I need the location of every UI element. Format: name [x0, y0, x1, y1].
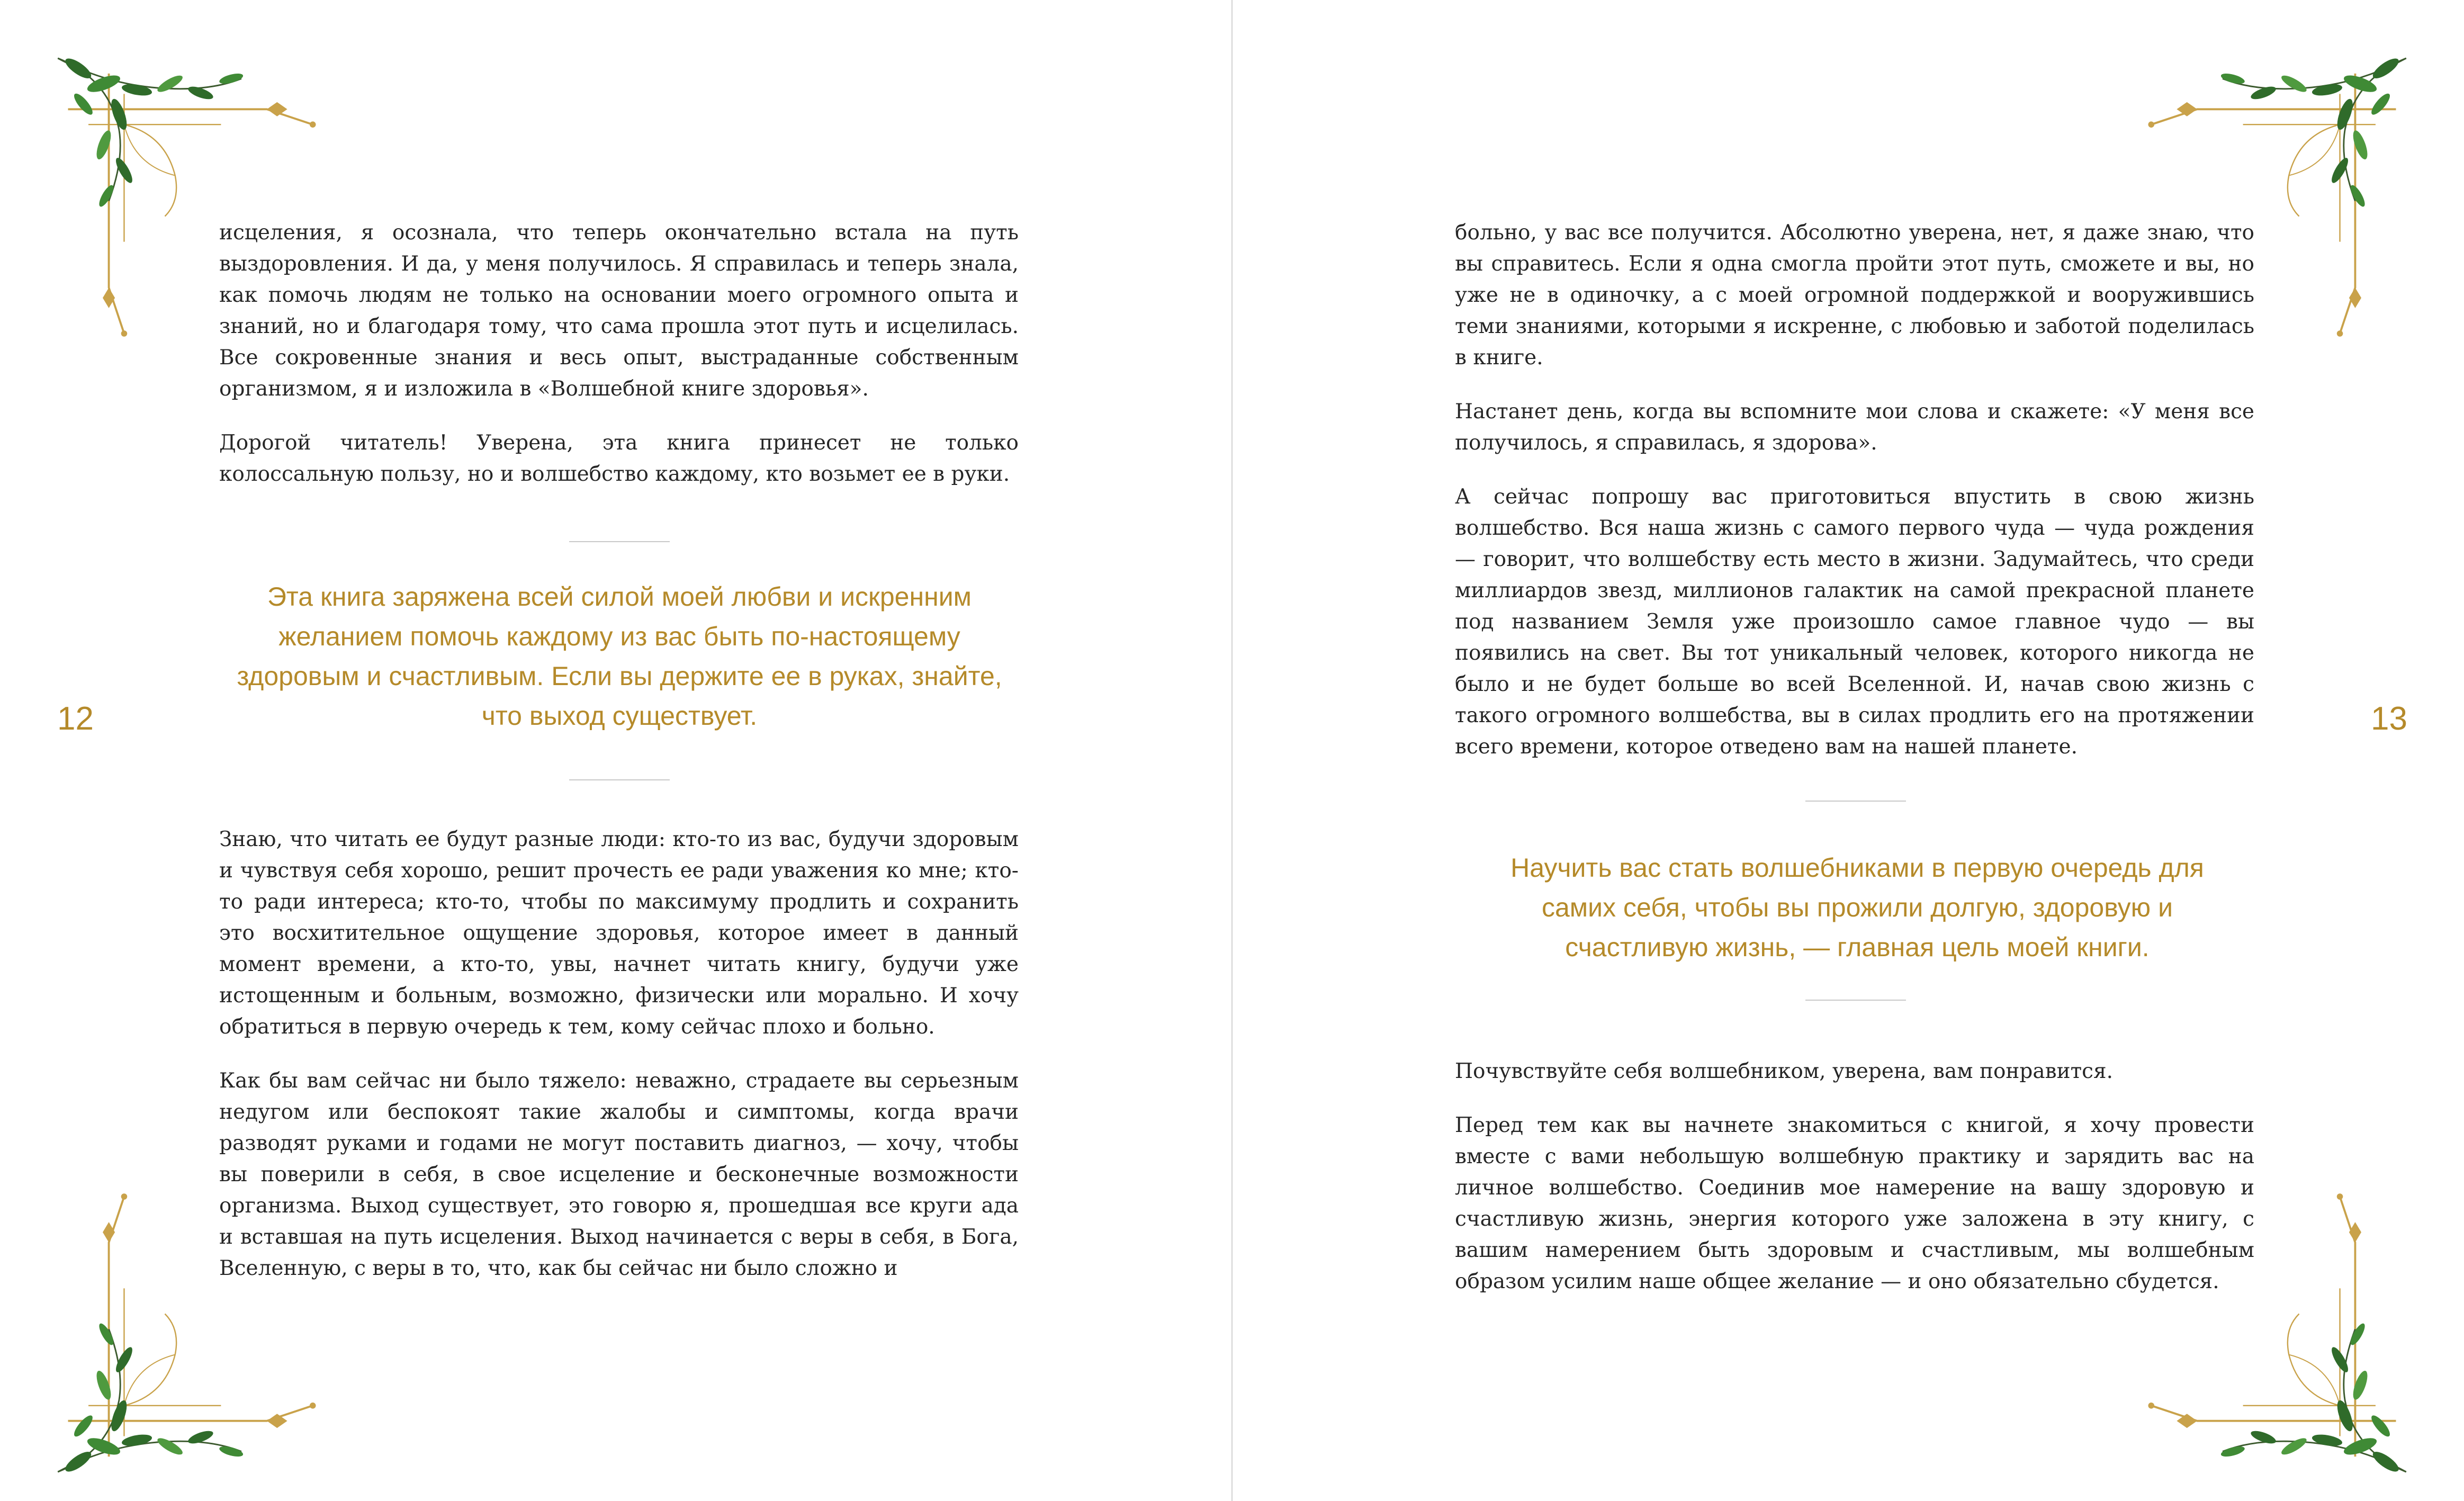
- paragraph: Как бы вам сейчас ни было тяжело: неважно, страдаете вы серьезным недугом или беспокоят такие жалобы и симптомы, когда врачи разводят руками и годами не могут поставить диагноз, — хочу, чтобы вы поверили в себя, в свое исцеление и бесконечные возможности организма. Выход существует, это говорю я, прошедшая все круги ада и вставшая на путь исцеления. Выход начинается с веры в себя, в Бога, Вселенную, с веры в то, что, как бы сейчас ни было сложно и: [219, 1069, 1019, 1280]
- pull-quote: Эта книга заряжена всей силой моей любви и искренним желанием помочь каждому из вас быть по-настоящему здоровым и счастливым. Если вы держите ее в руках, знайте, что выход существует.: [237, 582, 1002, 731]
- paragraph: исцеления, я осознала, что теперь окончательно встала на путь выздоровления. И да, у меня получилось. Я справилась и теперь знала, как помочь людям не только на основании моего огромного опыта и знаний, но и благодаря тому, что сама прошла этот путь и исцелилась. Все сокровенные знания и весь опыт, выстраданные собственным организмом, я и изложила в «Волшебной книге здоровья».: [219, 221, 1019, 401]
- page-number: 13: [2371, 700, 2407, 737]
- divider: [1805, 801, 1906, 802]
- right-page: [1233, 0, 2464, 1501]
- page-number: 12: [57, 700, 94, 737]
- pull-quote: Научить вас стать волшебниками в первую очередь для самих себя, чтобы вы прожили долгую, здоровую и счастливую жизнь, — главная цель моей книги.: [1510, 853, 2204, 962]
- right-body-top: [1455, 217, 2254, 785]
- paragraph: Дорогой читатель! Уверена, эта книга принесет не только колоссальную пользу, но и волшебство каждому, кто возьмет ее в руки.: [219, 431, 1019, 486]
- right-body-bottom: [1455, 1056, 2254, 1320]
- left-body-top: [219, 217, 1019, 513]
- paragraph: Знаю, что читать ее будут разные люди: кто-то из вас, будучи здоровым и чувствуя себя хорошо, решит прочесть ее ради уважения ко мне; кто-то ради интереса; кто-то, чтобы по максимуму продлить и сохранить это восхитительное ощущение здоровья, которое имеет в данный момент времени, а кто-то, увы, начнет читать книгу, будучи уже истощенным и больным, возможно, физически или морально. И хочу обратиться в первую очередь к тем, кому сейчас плохо и больно.: [219, 828, 1019, 1039]
- divider: [569, 779, 670, 780]
- divider: [569, 541, 670, 542]
- left-page: [0, 0, 1231, 1501]
- paragraph: Настанет день, когда вы вспомните мои слова и скажете: «У меня все получилось, я справилась, я здорова».: [1455, 400, 2254, 455]
- paragraph: А сейчас попрошу вас приготовиться впустить в свою жизнь волшебство. Вся наша жизнь с самого первого чуда — чуда рождения — говорит, что волшебству есть место в жизни. Задумайтесь, что среди миллиардов звезд, миллионов галактик на самой прекрасной планете под названием Земля уже произошло самое главное чудо — вы появились на свет. Вы тот уникальный человек, которого никогда не было и не будет больше во всей Вселенной. И, начав свою жизнь с такого огромного волшебства, вы в силах продлить его на протяжении всего времени, которое отведено вам на нашей планете.: [1455, 485, 2254, 759]
- divider: [1805, 1000, 1906, 1001]
- paragraph: больно, у вас все получится. Абсолютно уверена, нет, я даже знаю, что вы справитесь. Если я одна смогла пройти этот путь, сможете и вы, но уже не в одиночку, а с моей огромной поддержкой и вооружившись теми знаниями, которыми я искренне, с любовью и заботой поделилась в книге.: [1455, 221, 2254, 370]
- paragraph: Почувствуйте себя волшебником, уверена, вам понравится.: [1455, 1059, 2114, 1083]
- left-body-bottom: [219, 824, 1019, 1307]
- paragraph: Перед тем как вы начнете знакомиться с книгой, я хочу провести вместе с вами небольшую волшебную практику и зарядить вас на личное волшебство. Соединив мое намерение на вашу здоровую и счастливую жизнь, энергия которого уже заложена в эту книгу, с вашим намерением быть здоровым и счастливым, мы волшебным образом усилим наше общее желание — и оно обязательно сбудется.: [1455, 1113, 2254, 1293]
